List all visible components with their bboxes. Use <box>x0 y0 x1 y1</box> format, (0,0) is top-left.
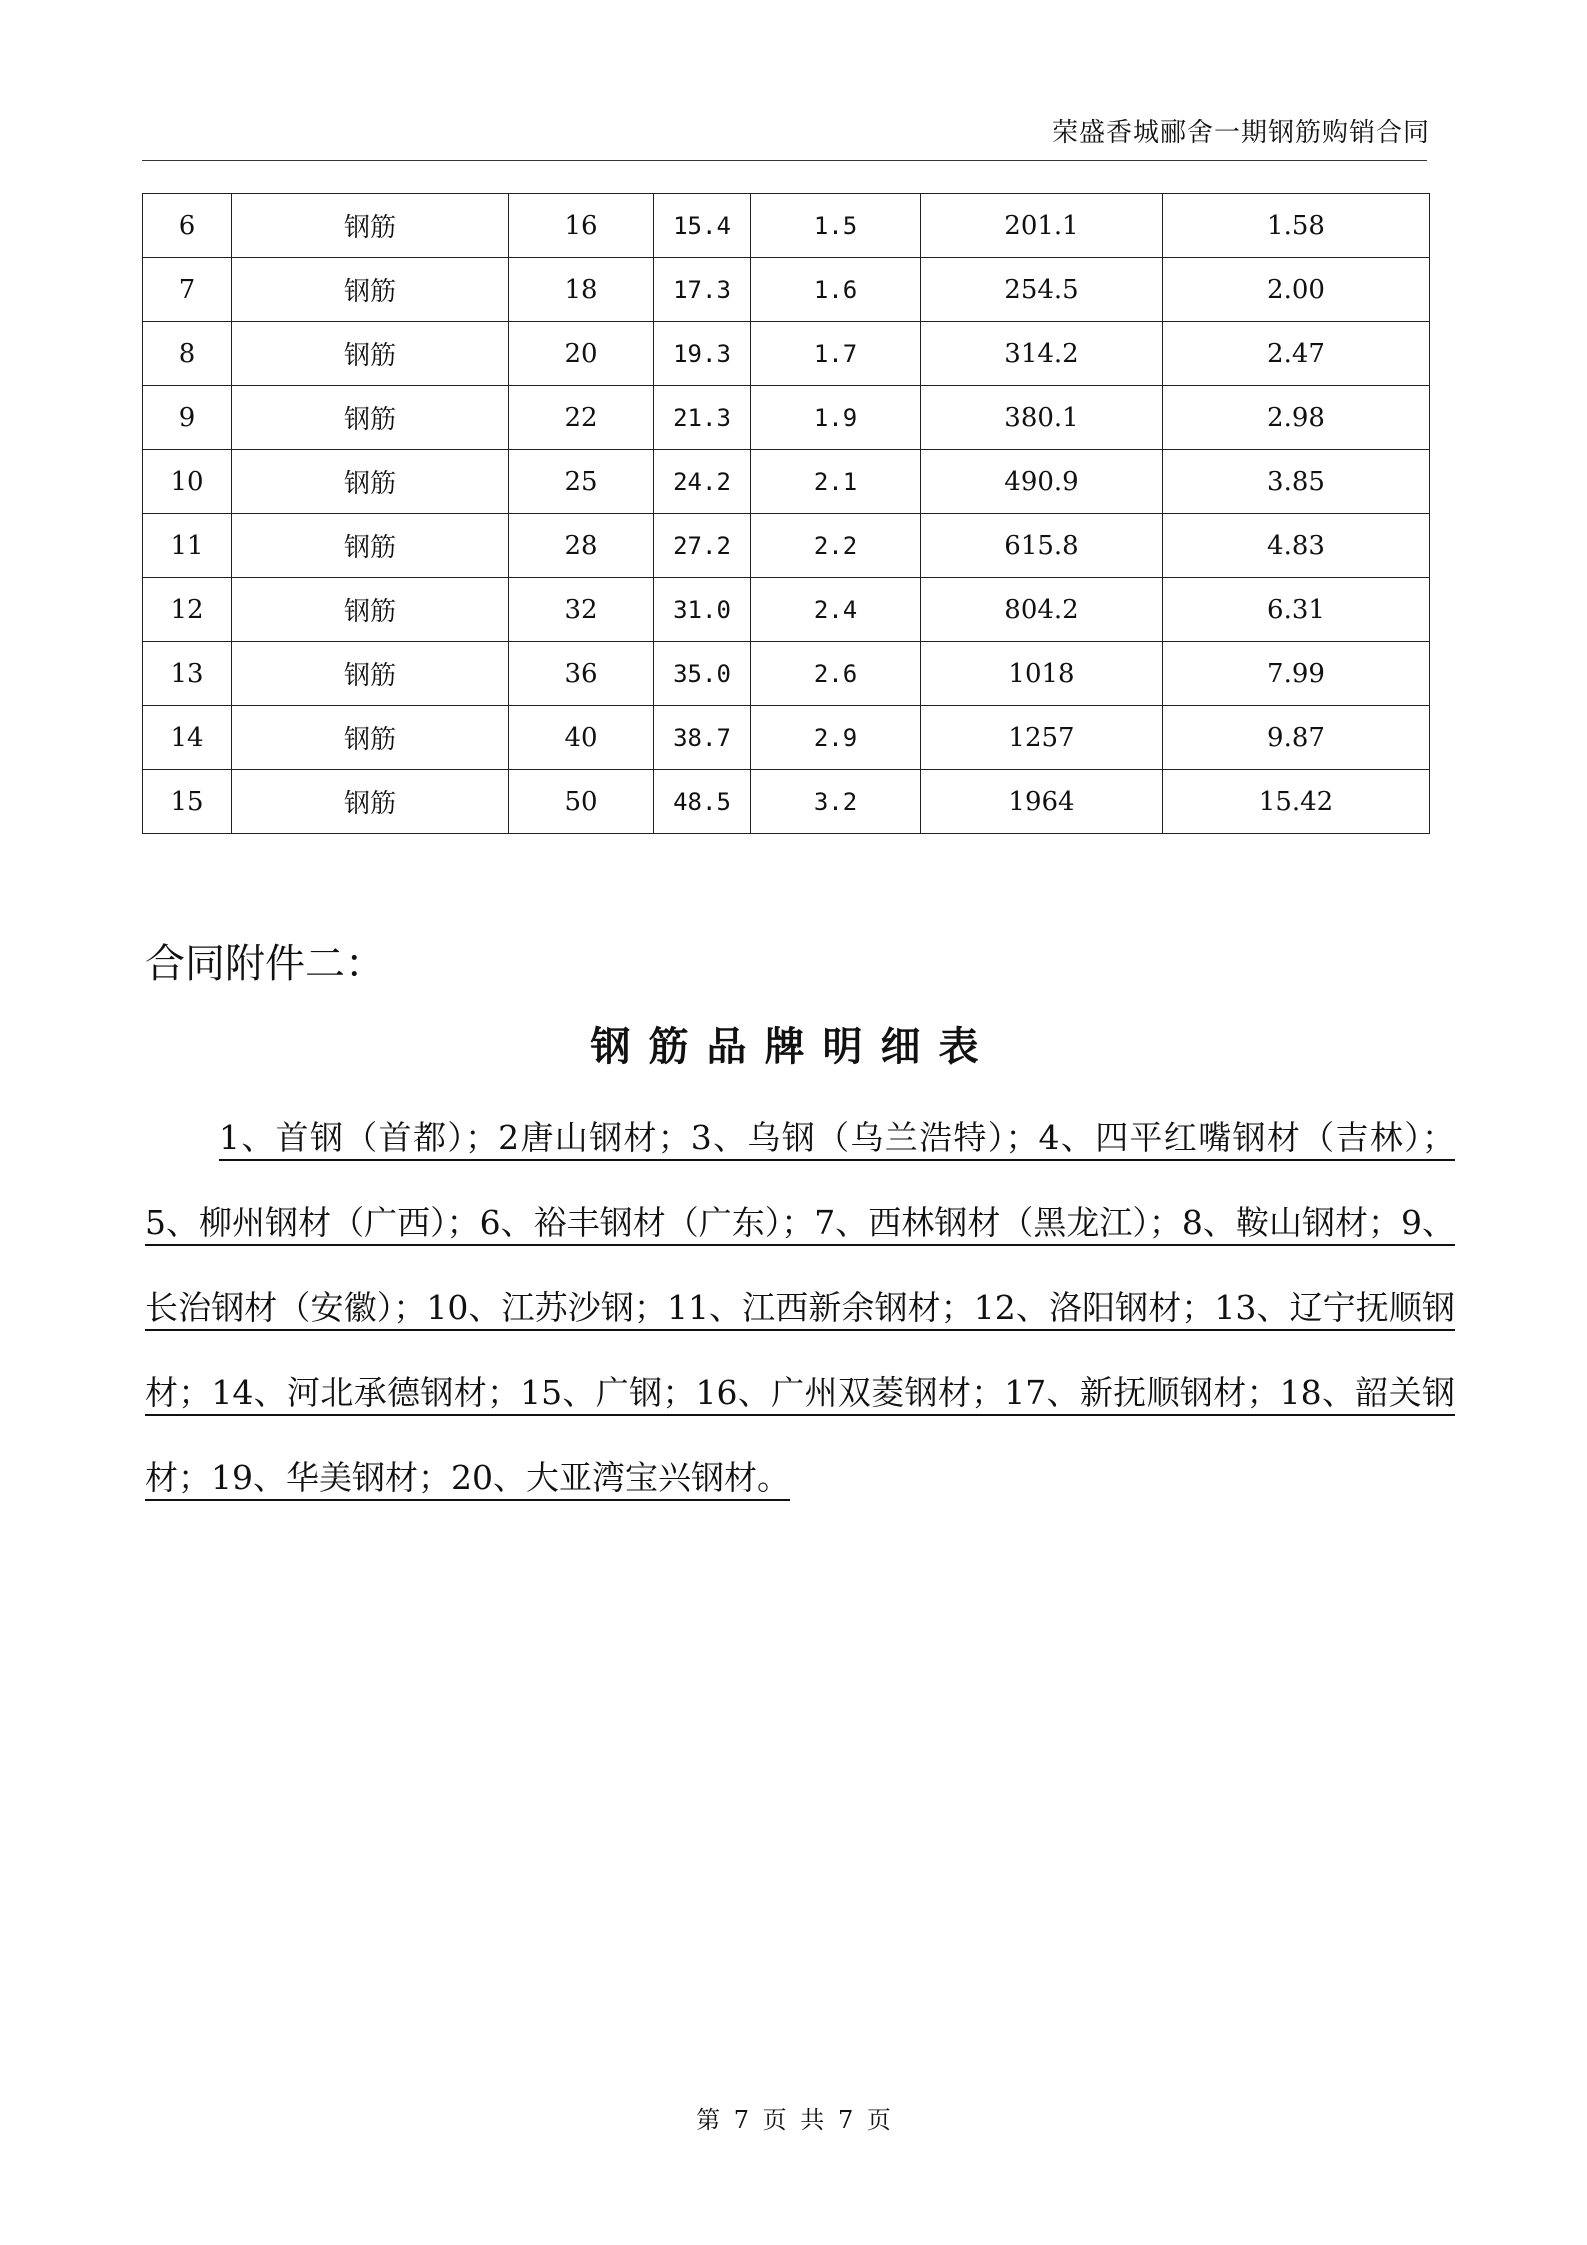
table-cell: 804.2 <box>921 578 1163 642</box>
table-cell: 1.5 <box>751 194 921 258</box>
table-cell: 28 <box>509 514 654 578</box>
table-cell: 9 <box>143 386 232 450</box>
table-cell: 6 <box>143 194 232 258</box>
table-cell: 钢筋 <box>232 514 509 578</box>
document-header-title: 荣盛香城郦舍一期钢筋购销合同 <box>1051 118 1430 148</box>
rebar-spec-table-body <box>143 194 1430 834</box>
table-cell: 15.4 <box>654 194 751 258</box>
table-cell: 1018 <box>921 642 1163 706</box>
table-cell: 3.2 <box>751 770 921 834</box>
table-row <box>143 322 1430 386</box>
table-cell: 2.1 <box>751 450 921 514</box>
table-cell: 6.31 <box>1163 578 1430 642</box>
table-cell: 16 <box>509 194 654 258</box>
table-cell: 22 <box>509 386 654 450</box>
table-cell: 钢筋 <box>232 450 509 514</box>
table-cell: 钢筋 <box>232 642 509 706</box>
table-cell: 钢筋 <box>232 770 509 834</box>
table-cell: 15.42 <box>1163 770 1430 834</box>
table-cell: 1.6 <box>751 258 921 322</box>
attachment-section-title: 合同附件二： <box>145 941 385 987</box>
table-cell: 3.85 <box>1163 450 1430 514</box>
table-row <box>143 386 1430 450</box>
table-row <box>143 194 1430 258</box>
table-cell: 12 <box>143 578 232 642</box>
table-cell: 31.0 <box>654 578 751 642</box>
table-row <box>143 642 1430 706</box>
table-cell: 钢筋 <box>232 386 509 450</box>
table-cell: 40 <box>509 706 654 770</box>
brand-list-paragraph <box>145 1095 1455 1520</box>
table-cell: 2.6 <box>751 642 921 706</box>
brand-list-text: 1、首钢（首都）；2唐山钢材；3、乌钢（乌兰浩特）；4、四平红嘴钢材（吉林）；5、柳州钢材（广西）；6、裕丰钢材（广东）；7、西林钢材（黑龙江）；8、鞍山钢材；9、长治钢材（安徽）；10、江苏沙钢；11、江西新余钢材；12、洛阳钢材；13、辽宁抚顺钢材；14、河北承德钢材；15、广钢；16、广州双菱钢材；17、新抚顺钢材；18、韶关钢材；19、华美钢材；20、大亚湾宝兴钢材。 <box>145 1118 1455 1497</box>
table-cell: 2.4 <box>751 578 921 642</box>
table-cell: 10 <box>143 450 232 514</box>
table-cell: 钢筋 <box>232 194 509 258</box>
table-cell: 17.3 <box>654 258 751 322</box>
table-cell: 2.98 <box>1163 386 1430 450</box>
table-cell: 7.99 <box>1163 642 1430 706</box>
table-cell: 1.7 <box>751 322 921 386</box>
table-cell: 钢筋 <box>232 322 509 386</box>
table-cell: 1257 <box>921 706 1163 770</box>
table-cell: 2.9 <box>751 706 921 770</box>
table-cell: 27.2 <box>654 514 751 578</box>
table-cell: 2.00 <box>1163 258 1430 322</box>
table-cell: 25 <box>509 450 654 514</box>
table-cell: 钢筋 <box>232 258 509 322</box>
table-cell: 钢筋 <box>232 578 509 642</box>
table-cell: 1.58 <box>1163 194 1430 258</box>
table-cell: 1.9 <box>751 386 921 450</box>
table-cell: 8 <box>143 322 232 386</box>
page-number: 第 7 页 共 7 页 <box>696 2106 891 2134</box>
table-cell: 7 <box>143 258 232 322</box>
header-rule <box>142 160 1427 161</box>
table-cell: 18 <box>509 258 654 322</box>
table-cell: 615.8 <box>921 514 1163 578</box>
table-cell: 19.3 <box>654 322 751 386</box>
table-cell: 1964 <box>921 770 1163 834</box>
rebar-spec-table <box>142 193 1430 834</box>
table-row <box>143 770 1430 834</box>
table-cell: 15 <box>143 770 232 834</box>
table-row <box>143 514 1430 578</box>
table-cell: 4.83 <box>1163 514 1430 578</box>
table-cell: 21.3 <box>654 386 751 450</box>
table-cell: 钢筋 <box>232 706 509 770</box>
table-cell: 24.2 <box>654 450 751 514</box>
table-cell: 380.1 <box>921 386 1163 450</box>
table-cell: 48.5 <box>654 770 751 834</box>
table-cell: 13 <box>143 642 232 706</box>
table-cell: 2.47 <box>1163 322 1430 386</box>
table-cell: 50 <box>509 770 654 834</box>
table-row <box>143 578 1430 642</box>
table-cell: 35.0 <box>654 642 751 706</box>
table-cell: 2.2 <box>751 514 921 578</box>
table-cell: 11 <box>143 514 232 578</box>
table-cell: 36 <box>509 642 654 706</box>
table-cell: 32 <box>509 578 654 642</box>
table-cell: 254.5 <box>921 258 1163 322</box>
table-row <box>143 706 1430 770</box>
table-cell: 38.7 <box>654 706 751 770</box>
table-row <box>143 450 1430 514</box>
table-cell: 9.87 <box>1163 706 1430 770</box>
brand-list-title: 钢筋品牌明细表 <box>590 1023 997 1070</box>
table-row <box>143 258 1430 322</box>
table-cell: 490.9 <box>921 450 1163 514</box>
table-cell: 14 <box>143 706 232 770</box>
table-cell: 20 <box>509 322 654 386</box>
table-cell: 201.1 <box>921 194 1163 258</box>
table-cell: 314.2 <box>921 322 1163 386</box>
